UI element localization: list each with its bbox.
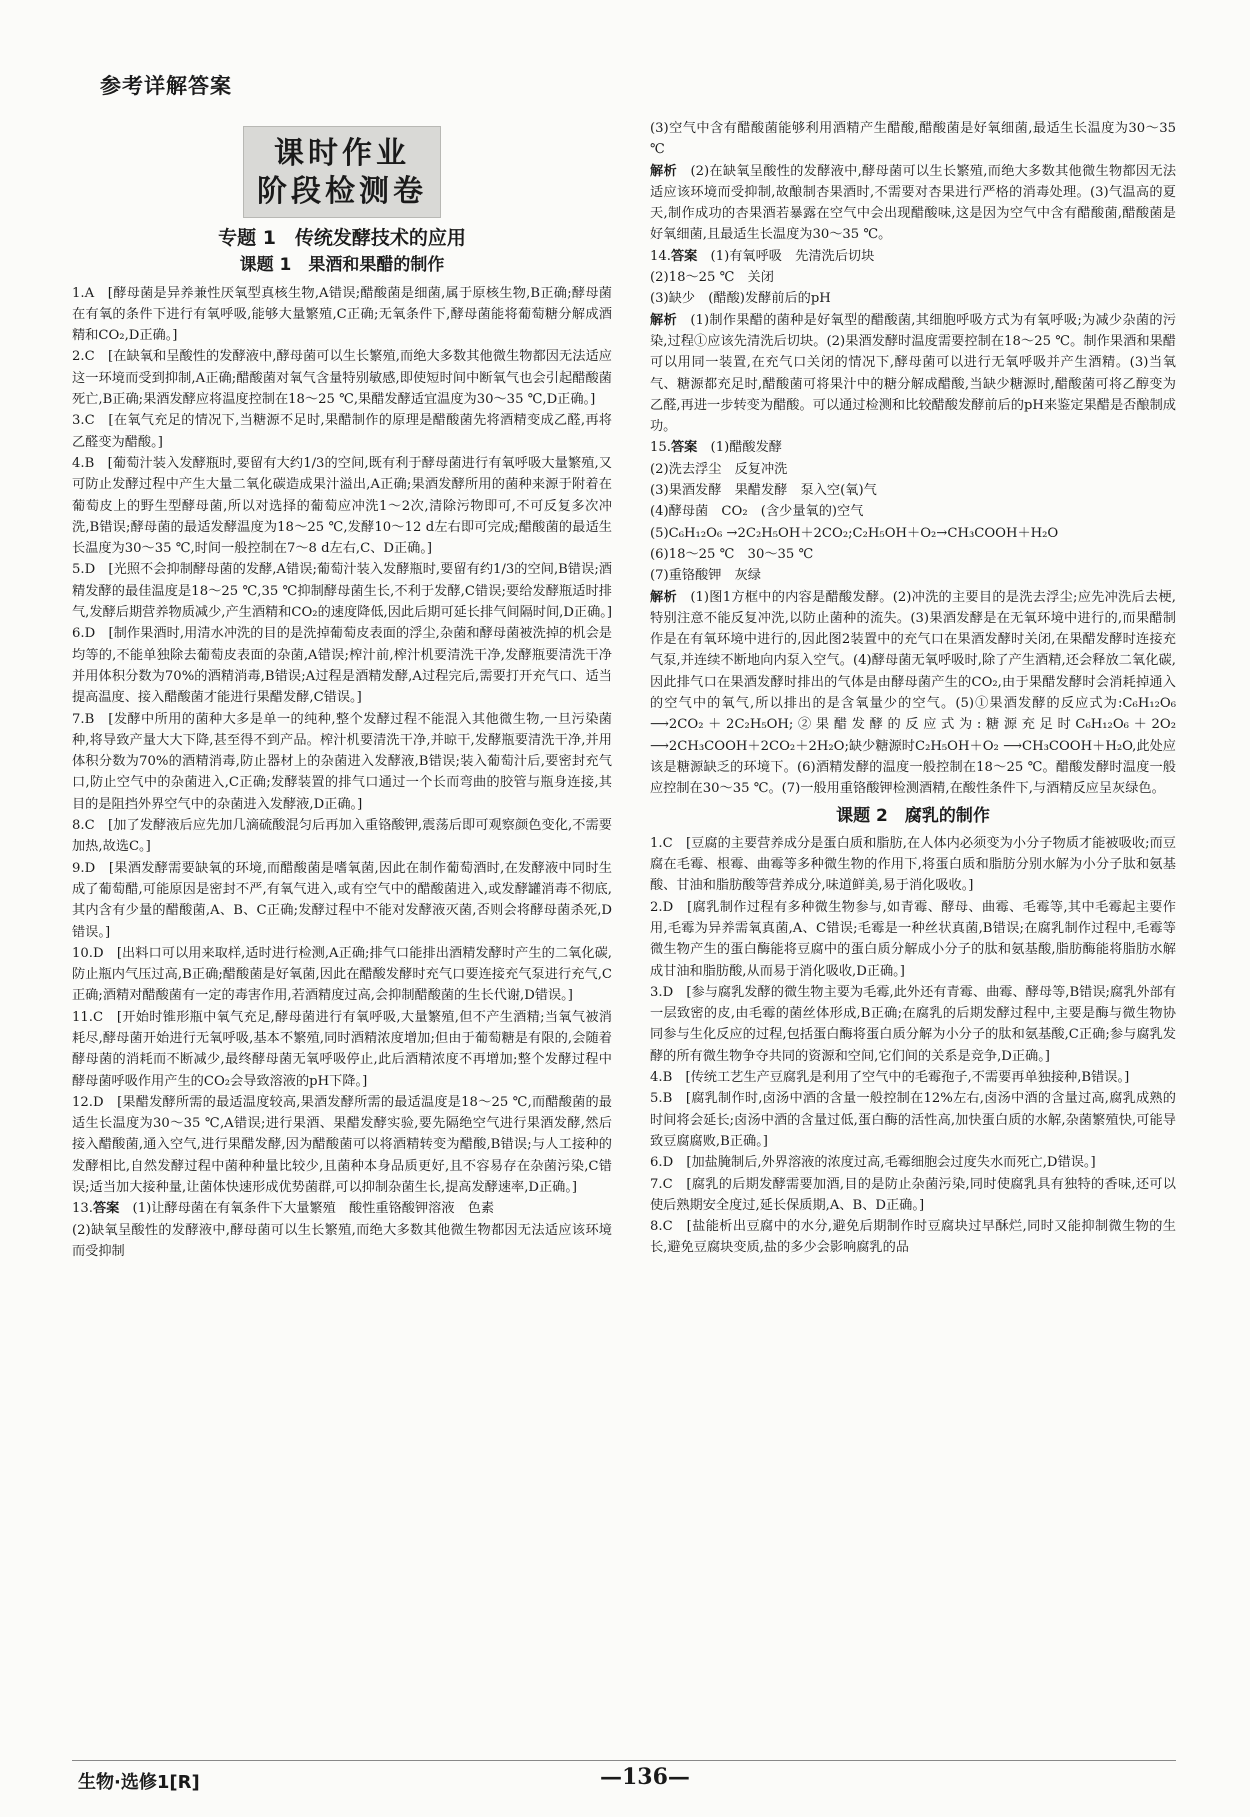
answer-item: 3.C [在氧气充足的情况下,当糖源不足时,果醋制作的原理是醋酸菌先将酒精变成乙醛,再将乙醛变为醋酸。] bbox=[72, 413, 612, 450]
answer-text: (7)重铬酸钾 灰绿 bbox=[650, 568, 761, 584]
page-header: 参考详解答案 bbox=[100, 74, 232, 98]
answer-item: 10.D [出料口可以用来取样,适时进行检测,A正确;排气口能排出酒精发酵时产生的二氧化碳,防止瓶内气压过高,B正确;醋酸菌是好氧菌,因此在醋酸发酵时充气口要连接充气泵进行充气,C正确;酒精对醋酸菌有一定的毒害作用,若酒精度过高,会抑制醋酸菌的生长代谢,D错误。] bbox=[72, 945, 612, 1004]
analysis-label: 解析 bbox=[650, 589, 677, 605]
answer-text: (2)18～25 ℃ 关闭 bbox=[650, 270, 774, 286]
answer-text: (4)酵母菌 CO₂ (含少量氧的)空气 bbox=[650, 504, 864, 520]
answer-label: 答案 bbox=[670, 440, 698, 456]
analysis-text: (2)在缺氧呈酸性的发酵液中,酵母菌可以生长繁殖,而绝大多数其他微生物都因无法适应该环境而受抑制,故酿制杏果酒时,不需要对杏果进行严格的消毒处理。(3)气温高的夏天,制作成功的杏果酒若暴露在空气中会出现醋酸味,这是因为空气中含有醋酸菌,醋酸菌是好氧细菌,且最适生长温度为30～35 ℃。 bbox=[650, 163, 1177, 243]
banner-line-1: 课时作业 bbox=[274, 136, 410, 171]
footer-subject: 生物·选修1[R] bbox=[78, 1772, 200, 1793]
analysis-text: (1)制作果醋的菌种是好氧型的醋酸菌,其细胞呼吸方式为有氧呼吸;为减少杂菌的污染,过程①应该先清洗后切块。(2)果酒发酵时温度需要控制在18～25 ℃。制作果酒和果醋可以用同一装置,在充气口关闭的情况下,酵母菌可以进行无氧呼吸并产生酒精。(3)当氧气、糖源都充足时,醋酸菌可将果汁中的糖分解成醋酸,当缺少糖源时,醋酸菌可将乙醇变为乙醛,再进一步转变为醋酸。可以通过检测和比较醋酸发酵前后的pH来鉴定果醋是否酿制成功。 bbox=[650, 312, 1177, 435]
answer-item-13 bbox=[72, 1198, 612, 1219]
answer-item: 5.D [光照不会抑制酵母菌的发酵,A错误;葡萄汁装入发酵瓶时,要留有约1/3的空间,B错误;酒精发酵的最佳温度是18～25 ℃,35 ℃抑制酵母菌生长,不利于发酵,C错误;要给发酵瓶适时排气,发酵后期营养物质减少,产生酒精和CO₂的速度降低,因此后期可延长排气间隔时间,D正确。] bbox=[72, 562, 613, 621]
answer-label: 答案 bbox=[92, 1201, 120, 1217]
analysis-text: (1)图1方框中的内容是醋酸发酵。(2)冲洗的主要目的是洗去浮尘;应先冲洗后去梗,特别注意不能反复冲洗,以防止菌种的流失。(3)果酒发酵是在无氧环境中进行的,而果醋制作是在有氧环境中进行的,因此图2装置中的充气口在果酒发酵时关闭,在果醋发酵时连接充气泵,并连续不断地向内泵入空气。(4)酵母菌无氧呼吸时,除了产生酒精,还会释放二氧化碳,因此排气口在果酒发酵时排出的气体是由酵母菌产生的CO₂,由于果醋发酵时会消耗掉通入的空气中的氧气,所以排出的是含氧量少的空气。(5)①果酒发酵的反应式为:C₆H₁₂O₆ ⟶2CO₂＋2C₂H₅OH;②果醋发酵的反应式为:糖源充足时C₆H₁₂O₆＋2O₂ ⟶2CH₃COOH＋2CO₂＋2H₂O;缺少糖源时C₂H₅OH＋O₂ ⟶CH₃COOH＋H₂O,此处应该是糖源缺乏的环境下。(6)酒精发酵的温度一般控制在18～25 ℃。醋酸发酵时温度一般应控制在30～35 ℃。(7)一般用重铬酸钾检测酒精,在酸性条件下,与酒精反应呈灰绿色。 bbox=[650, 589, 1177, 797]
item-number: 15. bbox=[650, 440, 671, 456]
answer-item: 7.C [腐乳的后期发酵需要加酒,目的是防止杂菌污染,同时使腐乳具有独特的香味,还可以使后熟期安全度过,延长保质期,A、B、D正确。] bbox=[650, 1176, 1176, 1213]
answer-item: 4.B [葡萄汁装入发酵瓶时,要留有大约1/3的空间,既有利于酵母菌进行有氧呼吸大量繁殖,又可防止发酵过程中产生大量二氧化碳造成果汁溢出,A正确;果酒发酵所用的菌种来源于附着在葡萄皮上的野生型酵母菌,所以对选择的葡萄应冲洗1～2次,清除污物即可,不可反复多次冲洗,B错误;酵母菌的最适发酵温度为18～25 ℃,发酵10～12 d左右即可完成;醋酸菌的最适生长温度为30～35 ℃,时间一般控制在7～8 d左右,C、D正确。] bbox=[72, 455, 612, 557]
answer-item: 6.D [制作果酒时,用清水冲洗的目的是洗掉葡萄皮表面的浮尘,杂菌和酵母菌被洗掉的机会是均等的,不能单独除去葡萄皮表面的杂菌,A错误;榨汁前,榨汁机要清洗干净,发酵瓶要清洗干净并用体积分数为70%的酒精消毒,B错误;A过程是酒精发酵,A过程完后,需要打开充气口、适当提高温度、接入醋酸菌才能进行果醋发酵,C错误。] bbox=[72, 626, 612, 706]
answer-label: 答案 bbox=[670, 248, 698, 264]
answer-text: (2)缺氧呈酸性的发酵液中,酵母菌可以生长繁殖,而绝大多数其他微生物都因无法适应该环境而受抑制 bbox=[72, 1222, 612, 1259]
answer-text: (2)洗去浮尘 反复冲洗 bbox=[650, 461, 788, 477]
analysis-14 bbox=[650, 310, 1176, 438]
answer-text: (1)有氧呼吸 先清洗后切块 bbox=[710, 248, 875, 264]
right-column bbox=[650, 118, 1176, 1259]
item-number: 14. bbox=[650, 248, 671, 264]
answer-item: 5.B [腐乳制作时,卤汤中酒的含量一般控制在12%左右,卤汤中酒的含量过高,腐乳成熟的时间将会延长;卤汤中酒的含量过低,蛋白酶的活性高,加快蛋白质的水解,杂菌繁殖快,可能导致豆腐腐败,B正确。] bbox=[650, 1091, 1176, 1149]
banner-line-2: 阶段检测卷 bbox=[257, 174, 427, 209]
answer-item: 4.B [传统工艺生产豆腐乳是利用了空气中的毛霉孢子,不需要再单独接种,B错误。] bbox=[650, 1070, 1130, 1086]
topic-title: 专题 1 传统发酵技术的应用 bbox=[218, 227, 466, 249]
answer-item-15 bbox=[650, 437, 1176, 458]
answer-item: 12.D [果醋发酵所需的最适温度较高,果酒发酵所需的最适温度是18～25 ℃,而醋酸菌的最适生长温度为30～35 ℃,A错误;进行果酒、果醋发酵实验,要先隔绝空气进行果酒发酵,然后接入醋酸菌,通入空气,进行果醋发酵,因为醋酸菌可以将酒精转变为醋酸,B错误;与人工接种的发酵相比,自然发酵过程中菌种种量比较少,且菌种本身品质更好,且不容易存在杂菌污染,C错误;适当加大接种量,让菌体快速形成优势菌群,可以抑制杂菌生长,提高发酵速率,D正确。] bbox=[72, 1094, 612, 1196]
section-banner bbox=[243, 126, 441, 218]
answer-item: 1.C [豆腐的主要营养成分是蛋白质和脂肪,在人体内必须变为小分子物质才能被吸收;而豆腐在毛霉、根霉、曲霉等多种微生物的作用下,将蛋白质和脂肪分别水解为小分子肽和氨基酸、甘油和脂肪酸等营养成分,味道鲜美,易于消化吸收。] bbox=[650, 835, 1176, 894]
lesson-title-1: 课题 1 果酒和果醋的制作 bbox=[239, 255, 445, 276]
answer-item: (3)空气中含有醋酸菌能够利用酒精产生醋酸,醋酸菌是好氧细菌,最适生长温度为30～35 ℃ bbox=[650, 121, 1176, 158]
analysis-15 bbox=[650, 587, 1176, 800]
answer-item: 3.D [参与腐乳发酵的微生物主要为毛霉,此外还有青霉、曲霉、酵母等,B错误;腐乳外部有一层致密的皮,由毛霉的菌丝体形成,B正确;在腐乳的后期发酵过程中,主要是酶与微生物协同参与生化反应的过程,包括蛋白酶将蛋白质分解为小分子的肽和氨基酸,C正确;参与腐乳发酵的所有微生物争夺共同的资源和空间,它们间的关系是竞争,D正确。] bbox=[650, 984, 1176, 1064]
answer-text: (5)C₆H₁₂O₆ →2C₂H₅OH＋2CO₂;C₂H₅OH＋O₂→CH₃COOH＋H₂O bbox=[650, 525, 1059, 541]
answer-item: 8.C [盐能析出豆腐中的水分,避免后期制作时豆腐块过早酥烂,同时又能抑制微生物的生长,避免豆腐块变质,盐的多少会影响腐乳的品 bbox=[650, 1219, 1176, 1256]
analysis-13 bbox=[650, 161, 1176, 246]
answer-item: 11.C [开始时锥形瓶中氧气充足,酵母菌进行有氧呼吸,大量繁殖,但不产生酒精;当氧气被消耗尽,酵母菌开始进行无氧呼吸,基本不繁殖,同时酒精浓度增加;但由于葡萄糖是有限的,会随着酵母菌的消耗而不断减少,最终酵母菌无氧呼吸停止,此后酒精浓度不再增加;整个发酵过程中酵母菌呼吸作用产生的CO₂会导致溶液的pH下降。] bbox=[72, 1009, 612, 1089]
lesson-title-2: 课题 2 腐乳的制作 bbox=[836, 805, 990, 826]
left-column bbox=[72, 118, 612, 1262]
answer-text: (3)缺少 (醋酸)发酵前后的pH bbox=[650, 291, 831, 307]
answer-text: (1)醋酸发酵 bbox=[710, 440, 782, 456]
answer-text: (6)18～25 ℃ 30～35 ℃ bbox=[650, 546, 814, 562]
analysis-label: 解析 bbox=[650, 312, 677, 328]
answer-item: 7.B [发酵中所用的菌种大多是单一的纯种,整个发酵过程不能混入其他微生物,一旦污染菌种,将导致产量大大下降,甚至得不到产品。榨汁机要清洗干净,并晾干,发酵瓶要清洗干净,并用体积分数为70%的酒精消毒,防止器材上的杂菌进入发酵液,B错误;装入葡萄汁后,要密封充气口,防止空气中的杂菌进入,C正确;发酵装置的排气口通过一个长而弯曲的胶管与瓶身连接,其目的是阻挡外界空气中的杂菌进入发酵液,D正确。] bbox=[72, 711, 612, 812]
answer-item: 2.C [在缺氧和呈酸性的发酵液中,酵母菌可以生长繁殖,而绝大多数其他微生物都因无法适应这一环境而受到抑制,A正确;醋酸菌对氧气含量特别敏感,即使短时间中断氧气也会引起醋酸菌死亡,B正确;果酒发酵应将温度控制在18～25 ℃,果醋发酵适宜温度为30～35 ℃,D正确。] bbox=[72, 349, 612, 408]
answer-item: 8.C [加了发酵液后应先加几滴硫酸混匀后再加入重铬酸钾,震荡后即可观察颜色变化,不需要加热,故选C。] bbox=[72, 818, 612, 855]
item-number: 13. bbox=[72, 1201, 93, 1217]
page-number: —136— bbox=[600, 1764, 690, 1790]
analysis-label: 解析 bbox=[650, 163, 677, 179]
answer-text: (3)果酒发酵 果醋发酵 泵入空(氧)气 bbox=[650, 483, 877, 499]
answer-item: 6.D [加盐腌制后,外界溶液的浓度过高,毛霉细胞会过度失水而死亡,D错误。] bbox=[650, 1155, 1096, 1171]
answer-item: 2.D [腐乳制作过程有多种微生物参与,如青霉、酵母、曲霉、毛霉等,其中毛霉起主要作用,毛霉为异养需氧真菌,A、C错误;毛霉是一种丝状真菌,B错误;在腐乳制作过程中,毛霉等微生物产生的蛋白酶能将豆腐中的蛋白质分解成小分子的肽和氨基酸,脂肪酶能将脂肪水解成甘油和脂肪酸,从而易于消化吸收,D正确。] bbox=[650, 899, 1176, 979]
answer-item: 1.A [酵母菌是异养兼性厌氧型真核生物,A错误;醋酸菌是细菌,属于原核生物,B正确;酵母菌在有氧的条件下进行有氧呼吸,能够大量繁殖,C正确;无氧条件下,酵母菌能将葡萄糖分解成酒精和CO₂,D正确。] bbox=[72, 285, 612, 344]
answer-item: 9.D [果酒发酵需要缺氧的环境,而醋酸菌是嗜氧菌,因此在制作葡萄酒时,在发酵液中同时生成了葡萄醋,可能原因是密封不严,有氧气进入,或有空气中的醋酸菌进入,或发酵罐消毒不彻底,其内含有少量的醋酸菌,A、B、C正确;发酵过程中不能对发酵液灭菌,否则会将酵母菌杀死,D错误。] bbox=[72, 860, 612, 940]
answer-item-14 bbox=[650, 246, 1176, 267]
answer-text: (1)让酵母菌在有氧条件下大量繁殖 酸性重铬酸钾溶液 色素 bbox=[132, 1201, 495, 1217]
footer-divider bbox=[72, 1760, 1176, 1761]
